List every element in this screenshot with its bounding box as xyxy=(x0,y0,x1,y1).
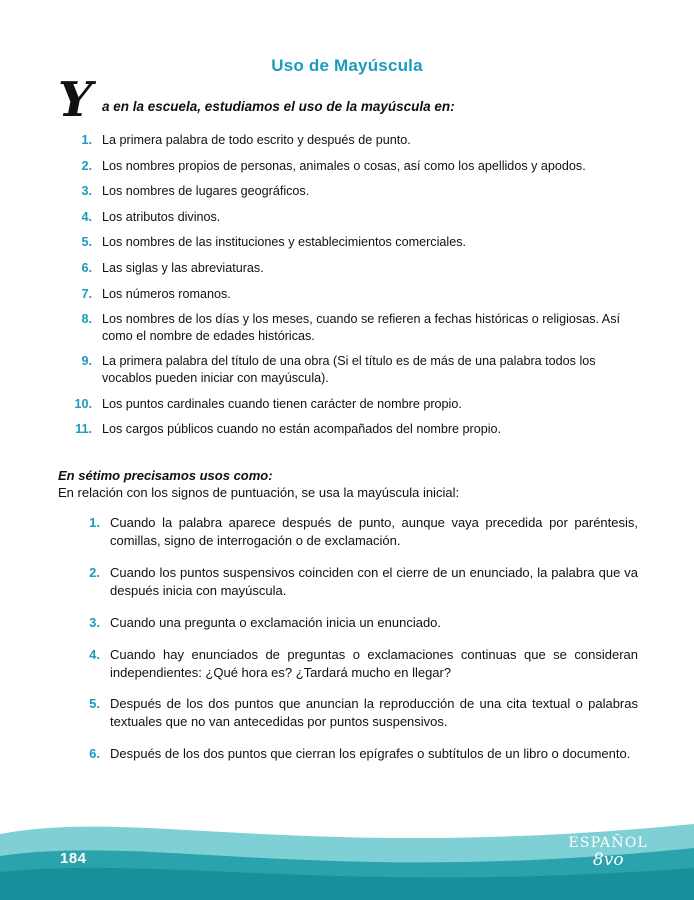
list-item-text: Cuando una pregunta o exclamación inicia un enunciado. xyxy=(110,614,442,630)
list-item-text: La primera palabra del título de una obra (Si el título es de más de una palabra todos los vocablos pueden iniciar con mayúscula). xyxy=(102,354,596,386)
list-item-number: 7. xyxy=(81,286,92,301)
list-item-text: Los nombres de las instituciones y establecimientos comerciales. xyxy=(102,235,466,250)
list-item xyxy=(58,234,638,251)
page-title: Uso de Mayúscula xyxy=(271,56,423,75)
list-item-number: 5. xyxy=(89,696,100,712)
brand-mark xyxy=(569,836,648,870)
list-item-text: Después de los dos puntos que anuncian la reproducción de una cita textual o palabras textuales que no van antecedidas por puntos suspensivos. xyxy=(110,696,638,730)
list-item-text: Después de los dos puntos que cierran los epígrafes o subtítulos de un libro o documento. xyxy=(110,746,631,762)
school-uses-list xyxy=(58,132,638,438)
list-item-number: 2. xyxy=(89,564,100,580)
punctuation-uses-list xyxy=(58,514,638,763)
list-item-text: Las siglas y las abreviaturas. xyxy=(102,261,264,276)
section-heading: En sétimo precisamos usos como: xyxy=(58,467,273,483)
brand-level: 8vo xyxy=(592,850,624,871)
list-item-text: Cuando los puntos suspensivos coinciden con el cierre de un enunciado, la palabra que va después inicia con mayúscula. xyxy=(110,564,638,598)
list-item xyxy=(58,209,638,226)
list-item-number: 10. xyxy=(74,396,92,411)
drop-cap: Y xyxy=(58,72,93,128)
list-item xyxy=(58,614,638,632)
list-item xyxy=(58,514,638,550)
list-item-number: 5. xyxy=(81,235,92,250)
brand-name: ESPAÑOL xyxy=(568,835,648,852)
list-item xyxy=(58,695,638,731)
list-item-number: 6. xyxy=(81,261,92,276)
page-content xyxy=(58,72,638,777)
list-item-text: Cuando la palabra aparece después de punto, aunque vaya precedida por paréntesis, comillas, signo de interrogación o de exclamación. xyxy=(110,514,638,548)
list-item-number: 2. xyxy=(81,158,92,173)
list-item-text: Los puntos cardinales cuando tienen carácter de nombre propio. xyxy=(102,396,462,411)
list-item-text: La primera palabra de todo escrito y después de punto. xyxy=(102,133,411,147)
list-item xyxy=(58,564,638,600)
list-item xyxy=(58,311,638,344)
list-item xyxy=(58,132,638,149)
list-item-number: 3. xyxy=(89,614,100,630)
list-item-number: 4. xyxy=(89,646,100,662)
intro-paragraph xyxy=(58,72,638,128)
list-item-text: Los nombres de los días y los meses, cuando se refieren a fechas históricas o religiosas. Así como el nombre de edades históricas. xyxy=(102,312,621,343)
list-item-number: 4. xyxy=(81,209,92,224)
list-item xyxy=(58,646,638,682)
intro-text: a en la escuela, estudiamos el uso de la mayúscula en: xyxy=(102,99,455,114)
list-item-number: 6. xyxy=(89,746,100,762)
list-item xyxy=(58,183,638,200)
list-item xyxy=(58,396,638,413)
list-item-text: Los nombres propios de personas, animales o cosas, así como los apellidos y apodos. xyxy=(102,158,586,173)
list-item xyxy=(58,353,638,386)
page-number: 184 xyxy=(60,850,87,867)
list-item-number: 3. xyxy=(81,184,92,199)
list-item xyxy=(58,286,638,303)
list-item-text: Los cargos públicos cuando no están acompañados del nombre propio. xyxy=(102,422,502,437)
list-item-text: Cuando hay enunciados de preguntas o exclamaciones continuas que se consideran independientes: ¿Qué hora es? ¿Tardará mucho en llegar? xyxy=(110,646,638,680)
list-item xyxy=(58,260,638,277)
list-item-number: 1. xyxy=(89,514,100,530)
section-lead-text: En relación con los signos de puntuación, se usa la mayúscula inicial: xyxy=(58,484,460,500)
list-item-number: 9. xyxy=(81,354,92,369)
list-item-number: 11. xyxy=(75,422,92,437)
list-item-text: Los números romanos. xyxy=(102,286,231,301)
list-item xyxy=(58,745,638,763)
list-item xyxy=(58,158,638,175)
list-item-text: Los atributos divinos. xyxy=(102,209,221,224)
list-item xyxy=(58,421,638,438)
list-item-number: 1. xyxy=(81,133,92,147)
list-item-text: Los nombres de lugares geográficos. xyxy=(102,184,310,199)
list-item-number: 8. xyxy=(81,312,92,327)
